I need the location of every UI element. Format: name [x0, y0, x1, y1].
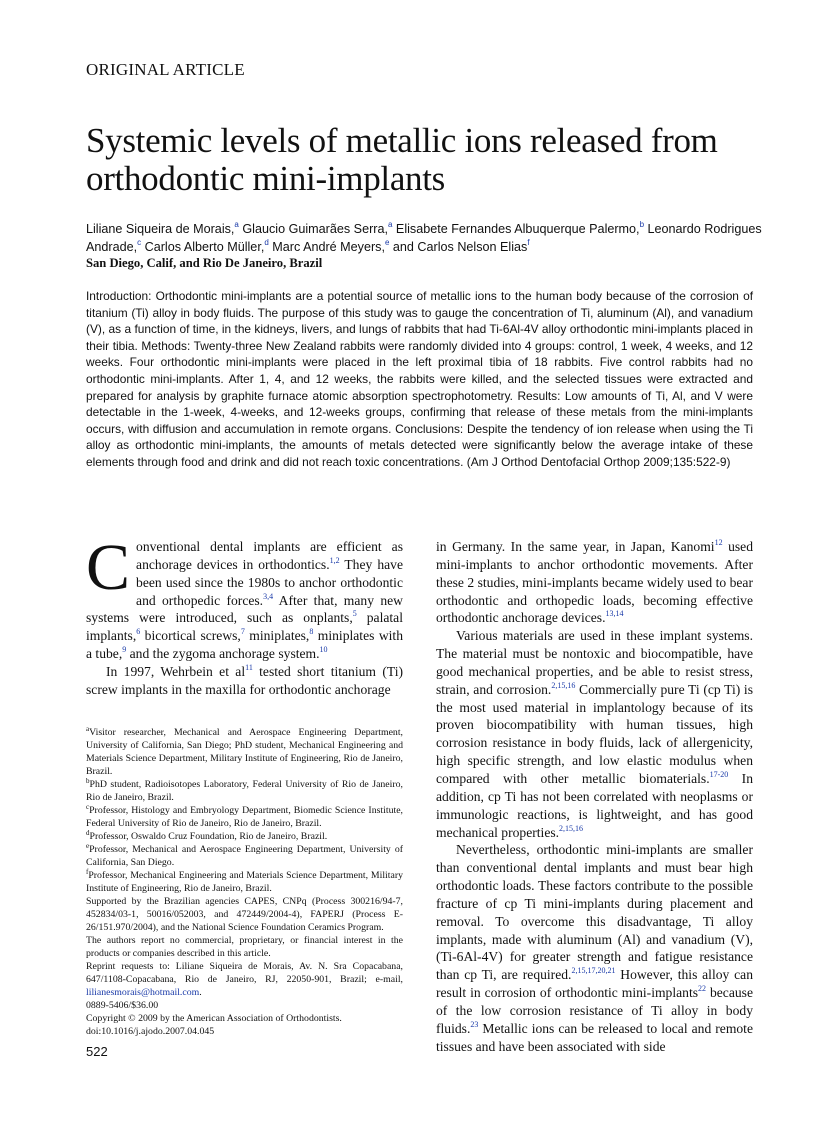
reference-marker[interactable]: c	[137, 238, 142, 247]
text-run: palatal implants,	[86, 610, 403, 644]
reference-marker[interactable]: 5	[352, 609, 357, 619]
drop-cap: C	[86, 531, 131, 604]
text-run: In addition, cp Ti has not been correlated with neoplasms or immunologic reactions, is lightweight, and has good mechanical properties.	[436, 770, 753, 840]
reference-marker[interactable]: 6	[136, 627, 141, 637]
reference-marker[interactable]: d	[86, 829, 90, 837]
text-run: Carlos Alberto Müller,	[141, 240, 265, 254]
text-run: in Germany. In the same year, in Japan, Kanomi	[436, 539, 715, 554]
reference-marker[interactable]: 22	[698, 984, 707, 994]
text-run: The authors report no commercial, proprietary, or financial interest in the products or companies described in this article.	[86, 935, 403, 959]
reference-marker[interactable]: 10	[319, 645, 328, 655]
reference-marker[interactable]: 2,15,16	[559, 823, 584, 833]
footnote	[86, 843, 403, 869]
body-column-left	[86, 531, 404, 699]
text-run: 0889-5406/$36.00	[86, 1000, 159, 1011]
footnote	[86, 1012, 403, 1025]
body-paragraph	[436, 627, 753, 841]
author-location: San Diego, Calif, and Rio De Janeiro, Brazil	[86, 256, 323, 270]
text-run: Metallic ions can be released to local and remote tissues and have been associated with side	[436, 1020, 753, 1054]
reference-marker[interactable]: 23	[470, 1019, 479, 1029]
footnote	[86, 804, 403, 830]
text-run: Professor, Mechanical Engineering and Materials Science Department, Military Institute of Engineering, Rio de Janeiro, Brazil.	[86, 870, 403, 894]
text-run: used mini-implants to anchor orthodontic movements. After these 2 studies, mini-implants became widely used to bear orthodontic and orthopedic loads, becoming effective orthodontic anchorage devices.	[436, 539, 753, 626]
text-run: Commercially pure Ti (cp Ti) is the most used material in implantology because of its proven biocompatibility with human tissues, high corrosion resistance in body fluids, lack of allergenicity, high specific strength, and low elastic modulus when compared with other metallic biomaterials.	[436, 681, 753, 786]
text-run: They have been used since the 1980s to anchor orthodontic and orthopedic forces.	[136, 556, 403, 608]
text-run: miniplates,	[244, 628, 310, 644]
text-run: After that, many new systems were introduced, such as onplants,	[86, 592, 403, 626]
text-run: In 1997, Wehrbein et al	[106, 663, 246, 679]
text-run: because of the low corrosion resistance of Ti alloy in body fluids.	[436, 985, 753, 1036]
reference-marker[interactable]: 17-20	[709, 769, 729, 779]
reference-marker[interactable]: 3,4	[263, 591, 274, 601]
body-paragraph	[86, 531, 404, 663]
text-run: However, this alloy can result in corrosion of orthodontic mini-implants	[436, 967, 753, 1001]
author-list	[86, 220, 766, 256]
footnote	[86, 895, 403, 934]
reference-marker[interactable]: a	[387, 220, 393, 229]
text-run: Glaucio Guimarães Serra,	[238, 222, 388, 236]
text-run: Marc André Meyers,	[268, 240, 385, 254]
email-link[interactable]: lilianesmorais@hotmail.com	[86, 987, 200, 998]
text-run: Liliane Siqueira de Morais,	[86, 222, 235, 236]
text-run: Nevertheless, orthodontic mini-implants are smaller than conventional dental implants and must bear high orthodontic loads. These factors contribute to the possible fracture of cp Ti mini-implants during placement and removal. To overcome this disadvantage, Ti alloy implants, made with aluminum (Al) and vanadium (V), (Ti-6Al-4V) for greater strength and fatigue resistance than cp Ti, are required.	[436, 842, 753, 983]
reference-marker[interactable]: 8	[309, 627, 314, 637]
footnote	[86, 869, 403, 895]
abstract: Introduction: Orthodontic mini-implants are a potential source of metallic ions to the human body because of the corrosion of titanium (Ti) alloy in body fluids. The purpose of this study was to gauge the concentration of Ti, aluminum (Al), and vanadium (V), as a function of time, in the kidneys, livers, and lungs of rabbits that had Ti-6Al-4V alloy orthodontic mini-implants placed in their tibia. Methods: Twenty-three New Zealand rabbits were randomly divided into 4 groups: control, 1 week, 4 weeks, and 12 weeks. Four orthodontic mini-implants were placed in the left proximal tibia of 18 rabbits. Five control rabbits had no orthodontic mini-implants. After 1, 4, and 12 weeks, the rabbits were killed, and the selected tissues were extracted and prepared for analysis by graphite furnace atomic absorption spectrophotometry. Results: Low amounts of Ti, Al, and V were detectable in the 1-week, 4-weeks, and 12-weeks groups, confirming that release of these metals from the mini-implants occurs, with diffusion and accumulation in remote organs. Conclusions: Despite the tendency of ion release when using the Ti alloy as orthodontic mini-implants, the amounts of metals detected were significantly below the average intake of these elements through food and drink and did not reach toxic concentrations. (Am J Orthod Dentofacial Orthop 2009;135:522-9)	[86, 289, 753, 469]
footnote	[86, 960, 403, 999]
text-run: Various materials are used in these implant systems. The material must be nontoxic and biocompatible, have good mechanical properties, and be able to resist stress, strain, and corrosion.	[436, 628, 753, 697]
footnote	[86, 934, 403, 960]
text-run: Supported by the Brazilian agencies CAPES, CNPq (Process 300216/94-7, 452834/03-1, 50016/052003, and 472449/2004-4), FAPERJ (Process E-26/151.970/2004), and the National Science Foundation Ceramics Program.	[86, 896, 403, 933]
text-run: Professor, Histology and Embryology Department, Biomedic Science Institute, Federal University of Rio de Janeiro, Rio de Janeiro, Brazil.	[86, 805, 403, 829]
reference-marker[interactable]: 2,15,17,20,21	[571, 966, 616, 976]
text-run: .	[199, 987, 202, 998]
reference-marker[interactable]: c	[86, 803, 90, 811]
reference-marker[interactable]: b	[86, 777, 90, 785]
text-run: onventional dental implants are efficient as anchorage devices in orthodontics.	[136, 539, 403, 572]
section-label: ORIGINAL ARTICLE	[86, 60, 245, 79]
text-run: bicortical screws,	[140, 628, 241, 644]
reference-marker[interactable]: b	[639, 220, 645, 229]
text-run: doi:10.1016/j.ajodo.2007.04.045	[86, 1026, 215, 1037]
reference-marker[interactable]: 1,2	[329, 555, 340, 565]
footnote	[86, 726, 403, 778]
text-run: Reprint requests to: Liliane Siqueira de Morais, Av. N. Sra Copacabana, 647/1108-Copacabana, Rio de Janeiro, RJ, 22050-901, Brazil; e-mail,	[86, 961, 403, 985]
reference-marker[interactable]: 13,14	[605, 609, 624, 619]
page-number: 522	[86, 1044, 108, 1059]
reference-marker[interactable]: 9	[122, 645, 127, 655]
footnote	[86, 778, 403, 804]
text-run: Elisabete Fernandes Albuquerque Palermo,	[392, 222, 640, 236]
reference-marker[interactable]: 12	[714, 538, 723, 547]
reference-marker[interactable]: 2,15,16	[551, 680, 576, 690]
footnote	[86, 1025, 403, 1038]
body-paragraph	[436, 538, 753, 627]
reference-marker[interactable]: d	[264, 238, 269, 247]
text-run: PhD student, Radioisotopes Laboratory, Federal University of Rio de Janeiro, Rio de Janeiro, Brazil.	[86, 779, 403, 803]
text-run: Professor, Oswaldo Cruz Foundation, Rio de Janeiro, Brazil.	[89, 831, 328, 842]
body-column-right	[436, 538, 753, 1055]
text-run: and Carlos Nelson Elias	[389, 240, 528, 254]
text-run: Visitor researcher, Mechanical and Aerospace Engineering Department, University of California, San Diego; PhD student, Mechanical Engineering and Materials Science Department, Military Institute of Engineering, Rio de Janeiro, Brazil.	[86, 727, 403, 777]
reference-marker[interactable]: f	[527, 238, 530, 247]
text-run: Professor, Mechanical and Aerospace Engineering Department, University of California, San Diego.	[86, 844, 403, 868]
body-paragraph	[86, 663, 403, 699]
text-run: miniplates with a tube,	[86, 628, 404, 662]
reference-marker[interactable]: 11	[245, 662, 253, 672]
reference-marker[interactable]: a	[234, 220, 239, 229]
text-run: Leonardo Rodrigues Andrade,	[86, 222, 762, 254]
text-run: Copyright © 2009 by the American Association of Orthodontists.	[86, 1013, 342, 1024]
reference-marker[interactable]: f	[86, 868, 89, 876]
reference-marker[interactable]: 7	[240, 627, 245, 637]
text-run: and the zygoma anchorage system.	[126, 646, 320, 662]
reference-marker[interactable]: e	[384, 238, 390, 247]
body-paragraph	[436, 841, 753, 1055]
text-run: tested short titanium (Ti) screw implants in the maxilla for orthodontic anchorage	[86, 663, 403, 697]
article-title: Systemic levels of metallic ions released from orthodontic mini-implants	[86, 121, 718, 198]
footnote	[86, 830, 403, 843]
footnote	[86, 999, 403, 1012]
reference-marker[interactable]: e	[86, 842, 90, 850]
reference-marker[interactable]: a	[86, 725, 90, 733]
footnotes	[86, 726, 403, 1038]
